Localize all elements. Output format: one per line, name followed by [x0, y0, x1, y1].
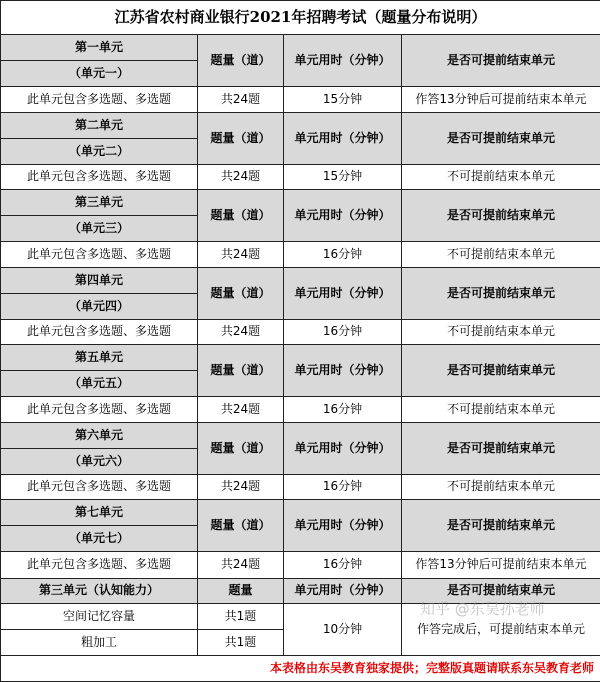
unit-subname: （单元四）	[1, 294, 198, 320]
unit-name: 第五单元	[1, 345, 198, 371]
early-header: 是否可提前结束单元	[402, 268, 600, 320]
unit-duration: 16分钟	[284, 320, 402, 345]
cognitive-item-label: 粗加工	[1, 630, 198, 656]
unit-early-finish: 不可提前结束本单元	[402, 242, 600, 268]
unit-name: 第六单元	[1, 423, 198, 449]
time-header: 单元用时（分钟）	[284, 113, 402, 165]
cognitive-unit-name: 第三单元（认知能力）	[1, 579, 198, 604]
unit-description: 此单元包含多选题、多选题	[1, 397, 198, 423]
title-row	[1, 1, 600, 35]
count-header: 题量（道）	[198, 423, 284, 475]
footer-row	[1, 656, 600, 682]
unit-data-row	[1, 165, 600, 190]
unit-subname: （单元二）	[1, 139, 198, 165]
unit-question-count: 共24题	[198, 475, 284, 500]
time-header: 单元用时（分钟）	[284, 345, 402, 397]
unit-early-finish: 作答13分钟后可提前结束本单元	[402, 552, 600, 579]
unit-name: 第三单元	[1, 190, 198, 216]
unit-header-row	[1, 500, 600, 526]
unit-duration: 16分钟	[284, 552, 402, 579]
unit-subname: （单元三）	[1, 216, 198, 242]
unit-duration: 16分钟	[284, 475, 402, 500]
unit-header-row	[1, 345, 600, 371]
unit-duration: 16分钟	[284, 242, 402, 268]
count-header: 题量（道）	[198, 500, 284, 552]
unit-subname: （单元六）	[1, 449, 198, 475]
count-header: 题量（道）	[198, 268, 284, 320]
cognitive-time-header: 单元用时（分钟）	[284, 579, 402, 604]
early-header: 是否可提前结束单元	[402, 113, 600, 165]
cognitive-header-row	[1, 579, 600, 604]
unit-early-finish: 不可提前结束本单元	[402, 165, 600, 190]
unit-data-row	[1, 552, 600, 579]
unit-name: 第一单元	[1, 35, 198, 61]
unit-data-row	[1, 475, 600, 500]
unit-subname: （单元七）	[1, 526, 198, 552]
cognitive-early-header: 是否可提前结束单元	[402, 579, 600, 604]
cognitive-item-count: 共1题	[198, 630, 284, 656]
unit-name: 第七单元	[1, 500, 198, 526]
cognitive-item-label: 空间记忆容量	[1, 604, 198, 630]
cognitive-early-finish: 作答完成后，可提前结束本单元	[402, 604, 600, 656]
unit-description: 此单元包含多选题、多选题	[1, 242, 198, 268]
unit-duration: 15分钟	[284, 87, 402, 113]
cognitive-count-header: 题量	[198, 579, 284, 604]
time-header: 单元用时（分钟）	[284, 35, 402, 87]
cognitive-item-count: 共1题	[198, 604, 284, 630]
unit-question-count: 共24题	[198, 552, 284, 579]
unit-subname: （单元一）	[1, 61, 198, 87]
count-header: 题量（道）	[198, 345, 284, 397]
cognitive-data-row	[1, 604, 600, 630]
unit-duration: 16分钟	[284, 397, 402, 423]
unit-early-finish: 作答13分钟后可提前结束本单元	[402, 87, 600, 113]
unit-data-row	[1, 320, 600, 345]
unit-early-finish: 不可提前结束本单元	[402, 397, 600, 423]
unit-description: 此单元包含多选题、多选题	[1, 87, 198, 113]
table-title: 江苏省农村商业银行2021年招聘考试（题量分布说明）	[1, 1, 600, 35]
early-header: 是否可提前结束单元	[402, 190, 600, 242]
time-header: 单元用时（分钟）	[284, 268, 402, 320]
unit-header-row	[1, 268, 600, 294]
early-header: 是否可提前结束单元	[402, 35, 600, 87]
unit-header-row	[1, 423, 600, 449]
unit-name: 第四单元	[1, 268, 198, 294]
unit-question-count: 共24题	[198, 87, 284, 113]
unit-data-row	[1, 397, 600, 423]
count-header: 题量（道）	[198, 113, 284, 165]
unit-description: 此单元包含多选题、多选题	[1, 552, 198, 579]
cognitive-duration: 10分钟	[284, 604, 402, 656]
unit-data-row	[1, 87, 600, 113]
unit-description: 此单元包含多选题、多选题	[1, 475, 198, 500]
unit-question-count: 共24题	[198, 397, 284, 423]
time-header: 单元用时（分钟）	[284, 190, 402, 242]
unit-early-finish: 不可提前结束本单元	[402, 320, 600, 345]
unit-question-count: 共24题	[198, 242, 284, 268]
time-header: 单元用时（分钟）	[284, 423, 402, 475]
unit-question-count: 共24题	[198, 320, 284, 345]
unit-question-count: 共24题	[198, 165, 284, 190]
count-header: 题量（道）	[198, 35, 284, 87]
unit-description: 此单元包含多选题、多选题	[1, 320, 198, 345]
unit-data-row	[1, 242, 600, 268]
unit-duration: 15分钟	[284, 165, 402, 190]
unit-early-finish: 不可提前结束本单元	[402, 475, 600, 500]
early-header: 是否可提前结束单元	[402, 423, 600, 475]
unit-name: 第二单元	[1, 113, 198, 139]
early-header: 是否可提前结束单元	[402, 500, 600, 552]
early-header: 是否可提前结束单元	[402, 345, 600, 397]
footer-note: 本表格由东吴教育独家提供；完整版真题请联系东吴教育老师	[1, 656, 600, 682]
unit-header-row	[1, 113, 600, 139]
count-header: 题量（道）	[198, 190, 284, 242]
unit-header-row	[1, 190, 600, 216]
time-header: 单元用时（分钟）	[284, 500, 402, 552]
unit-subname: （单元五）	[1, 371, 198, 397]
unit-description: 此单元包含多选题、多选题	[1, 165, 198, 190]
watermark-text: 知乎 @东吴孙老师	[420, 598, 545, 619]
unit-header-row	[1, 35, 600, 61]
